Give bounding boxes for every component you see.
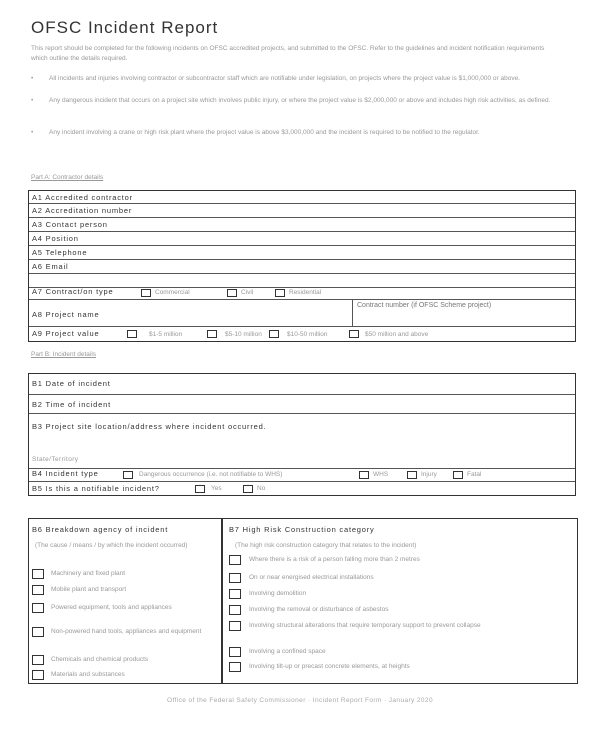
option-label: Where there is a risk of a person falling more than 2 metres bbox=[249, 556, 420, 563]
whs-checkbox[interactable] bbox=[359, 471, 369, 479]
option-label: No bbox=[257, 485, 266, 492]
part-b-table bbox=[28, 373, 576, 496]
option-label: Involving tilt-up or precast concrete elements, at heights bbox=[249, 663, 410, 670]
field-label: A5 Telephone bbox=[32, 248, 88, 257]
injury-checkbox[interactable] bbox=[407, 471, 417, 479]
option-label: $50 million and above bbox=[365, 331, 429, 338]
bullet-dot: • bbox=[31, 129, 34, 136]
option-label: $1-5 million bbox=[149, 331, 183, 338]
bullet-item bbox=[31, 128, 551, 138]
contract-number-label: Contract number (if OFSC Scheme project) bbox=[357, 302, 492, 309]
notifiable-no-checkbox[interactable] bbox=[243, 485, 253, 493]
b6-subheading: (The cause / means / by which the incident occurred) bbox=[35, 542, 188, 549]
bullet-text: Any dangerous incident that occurs on a project site which involves public injury, or where the project value is $2,000,000 or above and includes high risk activities, as defined. bbox=[49, 97, 551, 104]
page-footer: Office of the Federal Safety Commissioner · Incident Report Form · January 2020 bbox=[167, 697, 433, 704]
form-row-a6[interactable] bbox=[29, 262, 575, 288]
field-label: B2 Time of incident bbox=[32, 400, 111, 409]
bullet-text: Any incident involving a crane or high risk plant where the project value is above $3,000,000 and the incident is required to be notified to the regulator. bbox=[49, 129, 480, 136]
option-label: Injury bbox=[421, 471, 437, 478]
intro-text: This report should be completed for the following incidents on OFSC accredited projects, and submitted to the OFSC. Refer to the guidelines and incident notification requirements which outline the details required. bbox=[31, 45, 545, 62]
form-row-b2[interactable] bbox=[29, 395, 575, 414]
commercial-checkbox[interactable] bbox=[141, 289, 151, 297]
field-label: A3 Contact person bbox=[32, 220, 108, 229]
field-label: A9 Project value bbox=[32, 329, 100, 338]
state-label: State/Territory bbox=[32, 456, 79, 463]
electrical-checkbox[interactable] bbox=[229, 573, 241, 583]
part-a-heading: Part A: Contractor details bbox=[31, 174, 104, 181]
option-label: Dangerous occurrence (i.e. not notifiable to WHS) bbox=[139, 471, 283, 478]
demolition-checkbox[interactable] bbox=[229, 589, 241, 599]
falling-risk-checkbox[interactable] bbox=[229, 555, 241, 565]
field-label: B5 Is this a notifiable incident? bbox=[32, 484, 160, 493]
option-label: Involving the removal or disturbance of asbestos bbox=[249, 606, 389, 613]
report-title: OFSC Incident Report bbox=[31, 18, 219, 37]
field-label: B1 Date of incident bbox=[32, 379, 111, 388]
form-row-b5 bbox=[29, 482, 575, 496]
tilt-up-checkbox[interactable] bbox=[229, 662, 241, 672]
form-row-b3[interactable] bbox=[29, 414, 575, 469]
b7-subheading: (The high risk construction category that relates to the incident) bbox=[235, 542, 417, 549]
field-label: A4 Position bbox=[32, 234, 79, 243]
value-10-50m-checkbox[interactable] bbox=[269, 330, 279, 338]
materials-checkbox[interactable] bbox=[32, 670, 44, 680]
option-label: Commercial bbox=[155, 289, 190, 296]
value-5-10m-checkbox[interactable] bbox=[207, 330, 217, 338]
form-row-a7 bbox=[29, 288, 575, 300]
part-b-heading: Part B: Incident details bbox=[31, 351, 97, 358]
option-label: Chemicals and chemical products bbox=[51, 656, 149, 663]
confined-space-checkbox[interactable] bbox=[229, 647, 241, 657]
notifiable-yes-checkbox[interactable] bbox=[195, 485, 205, 493]
powered-equipment-checkbox[interactable] bbox=[32, 603, 44, 613]
form-row-a2[interactable] bbox=[29, 206, 575, 232]
bullet-text: All incidents and injuries involving contractor or subcontractor staff which are notifiable under legislation, on projects where the project value is $1,000,000 or above. bbox=[49, 75, 521, 82]
residential-checkbox[interactable] bbox=[275, 289, 285, 297]
field-label: A7 Contract/on type bbox=[32, 287, 114, 296]
option-label: On or near energised electrical installations bbox=[249, 574, 374, 581]
form-row-b4 bbox=[29, 469, 575, 482]
bullet-dot: • bbox=[31, 97, 34, 104]
part-a-table bbox=[28, 190, 576, 342]
asbestos-checkbox[interactable] bbox=[229, 605, 241, 615]
option-label: Residential bbox=[289, 289, 322, 296]
field-label: A2 Accreditation number bbox=[32, 206, 133, 215]
bullet-dot: • bbox=[31, 75, 34, 82]
form-row-a3[interactable] bbox=[29, 220, 575, 246]
option-label: Materials and substances bbox=[51, 671, 125, 678]
option-label: Yes bbox=[211, 485, 222, 492]
option-label: WHS bbox=[373, 471, 389, 478]
form-row-a9 bbox=[29, 327, 575, 342]
bullet-item bbox=[31, 96, 551, 106]
option-label: Fatal bbox=[467, 471, 482, 478]
field-label: A1 Accredited contractor bbox=[32, 193, 133, 202]
form-row-a4[interactable] bbox=[29, 234, 575, 260]
mobile-plant-checkbox[interactable] bbox=[32, 585, 44, 595]
hand-tools-checkbox[interactable] bbox=[32, 627, 44, 637]
option-label: Machinery and fixed plant bbox=[51, 570, 126, 577]
b6-heading: B6 Breakdown agency of incident bbox=[32, 525, 169, 534]
field-label: A6 Email bbox=[32, 262, 69, 271]
field-label: B4 Incident type bbox=[32, 469, 99, 478]
option-label: Mobile plant and transport bbox=[51, 586, 127, 593]
divider bbox=[352, 300, 353, 327]
option-label: Non-powered hand tools, appliances and equipment bbox=[51, 628, 202, 635]
value-50m-plus-checkbox[interactable] bbox=[349, 330, 359, 338]
high-risk-category-box bbox=[222, 518, 578, 684]
form-row-a8[interactable] bbox=[29, 300, 575, 327]
breakdown-agency-box bbox=[28, 518, 222, 684]
option-label: Civil bbox=[241, 289, 254, 296]
civil-checkbox[interactable] bbox=[227, 289, 237, 297]
dangerous-occurrence-checkbox[interactable] bbox=[123, 471, 133, 479]
form-row-b1[interactable] bbox=[29, 374, 575, 395]
form-row-a1[interactable] bbox=[29, 191, 575, 204]
field-label: A8 Project name bbox=[32, 310, 100, 319]
form-row-a5[interactable] bbox=[29, 248, 575, 274]
option-label: $10-50 million bbox=[287, 331, 328, 338]
bullet-item bbox=[31, 74, 551, 84]
option-label: Involving demolition bbox=[249, 590, 307, 597]
value-1-5m-checkbox[interactable] bbox=[127, 330, 137, 338]
option-label: Powered equipment, tools and appliances bbox=[51, 604, 172, 611]
fatal-checkbox[interactable] bbox=[453, 471, 463, 479]
b7-heading: B7 High Risk Construction category bbox=[229, 525, 375, 534]
structural-alterations-checkbox[interactable] bbox=[229, 621, 241, 631]
option-label: Involving a confined space bbox=[249, 648, 326, 655]
field-label: B3 Project site location/address where incident occurred. bbox=[32, 422, 267, 431]
machinery-checkbox[interactable] bbox=[32, 569, 44, 579]
option-label: Involving structural alterations that require temporary support to prevent collapse bbox=[249, 622, 481, 629]
option-label: $5-10 million bbox=[225, 331, 262, 338]
chemicals-checkbox[interactable] bbox=[32, 655, 44, 665]
